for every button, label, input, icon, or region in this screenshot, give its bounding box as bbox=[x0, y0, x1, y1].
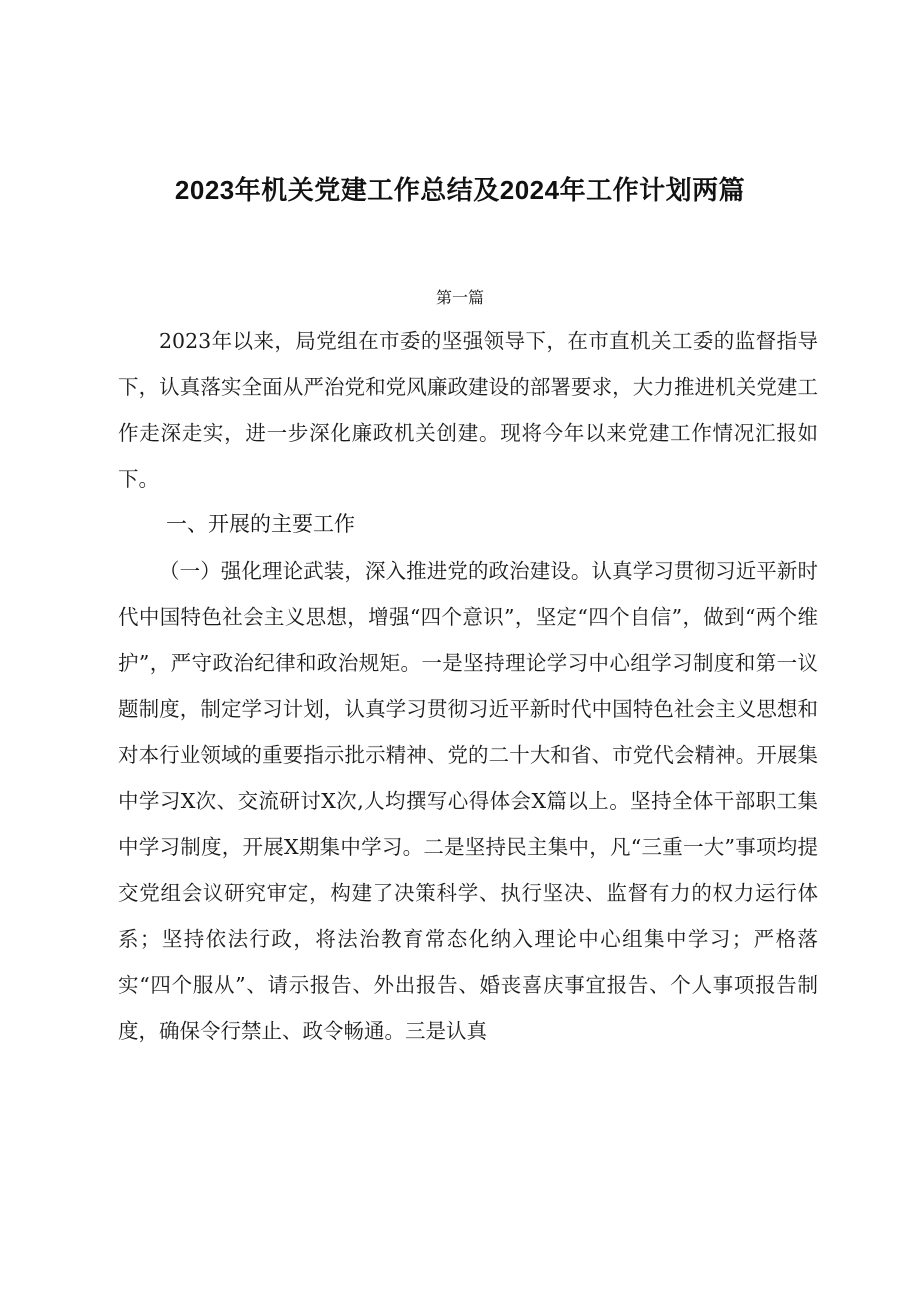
part-label: 第一篇 bbox=[435, 290, 484, 307]
section-paragraph: （一）强化理论武装，深入推进党的政治建设。认真学习贯彻习近平新时代中国特色社会主义思想，增强“四个意识”，坚定“四个自信”，做到“两个维护”，严守政治纪律和政治规矩。一是坚持理论学习中心组学习制度和第一议题制度，制定学习计划，认真学习贯彻习近平新时代中国特色社会主义思想和对本行业领域的重要指示批示精神、党的二十大和省、市党代会精神。开展集中学习X次、交流研讨X次,人均撰写心得体会X篇以上。坚持全体干部职工集中学习制度，开展X期集中学习。二是坚持民主集中，凡“三重一大”事项均提交党组会议研究审定，构建了决策科学、执行坚决、监督有力的权力运行体系；坚持依法行政，将法治教育常态化纳入理论中心组集中学习；严格落实“四个服从”、请示报告、外出报告、婚丧喜庆事宜报告、个人事项报告制度，确保令行禁止、政令畅通。三是认真 bbox=[118, 559, 818, 1043]
document-body bbox=[118, 318, 818, 1054]
section-heading: 一、开展的主要工作 bbox=[166, 513, 355, 536]
document-title: 2023年机关党建工作总结及2024年工作计划两篇 bbox=[174, 175, 746, 205]
intro-paragraph: 2023年以来，局党组在市委的坚强领导下，在市直机关工委的监督指导下，认真落实全面从严治党和党风廉政建设的部署要求，大力推进机关党建工作走深走实，进一步深化廉政机关创建。现将今年以来党建工作情况汇报如下。 bbox=[118, 329, 818, 491]
